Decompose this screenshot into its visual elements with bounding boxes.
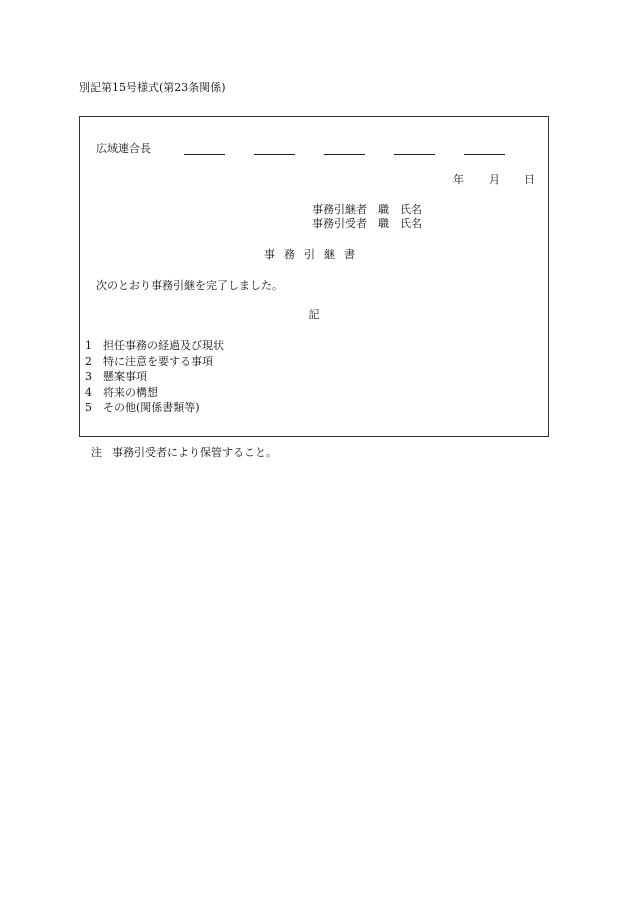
note-mark: 注 [91, 446, 102, 459]
successor-signer-line: 事務引受者 職 氏名 [312, 217, 422, 230]
footnote [91, 446, 277, 460]
item-text: 将来の構想 [103, 385, 158, 399]
item-number: 1 [85, 339, 92, 352]
name-blank-1 [184, 154, 225, 155]
item-number: 5 [85, 401, 92, 414]
ki-heading: 記 [308, 308, 320, 321]
name-blank-2 [254, 154, 295, 155]
note-text: 事務引受者により保管すること。 [112, 446, 277, 459]
list-item [85, 339, 224, 355]
date-month-label: 月 [489, 173, 500, 186]
name-blank-3 [324, 154, 365, 155]
item-text: 特に注意を要する事項 [103, 354, 213, 368]
completion-statement: 次のとおり事務引継を完了しました。 [96, 279, 283, 292]
item-text: 担任事務の経過及び現状 [103, 339, 224, 352]
form-number-label: 別記第15号様式(第23条関係) [79, 81, 226, 94]
form-frame [79, 116, 549, 437]
name-blank-4 [394, 154, 435, 155]
document-title: 事務引継書 [264, 248, 364, 261]
signer-block [312, 203, 422, 231]
list-item [85, 386, 224, 402]
item-text: その他(関係書類等) [103, 401, 200, 414]
item-number: 4 [85, 385, 92, 399]
predecessor-signer-line: 事務引継者 職 氏名 [312, 203, 422, 216]
date-year-label: 年 [453, 173, 464, 186]
date-day-label: 日 [524, 173, 535, 186]
addressee-title: 広域連合長 [96, 142, 151, 155]
list-item [85, 401, 224, 417]
item-number: 2 [85, 354, 92, 368]
item-list [85, 339, 224, 417]
name-blank-5 [464, 154, 505, 155]
list-item [85, 355, 224, 371]
item-text: 懸案事項 [103, 370, 147, 383]
item-number: 3 [85, 370, 92, 383]
list-item [85, 370, 224, 386]
